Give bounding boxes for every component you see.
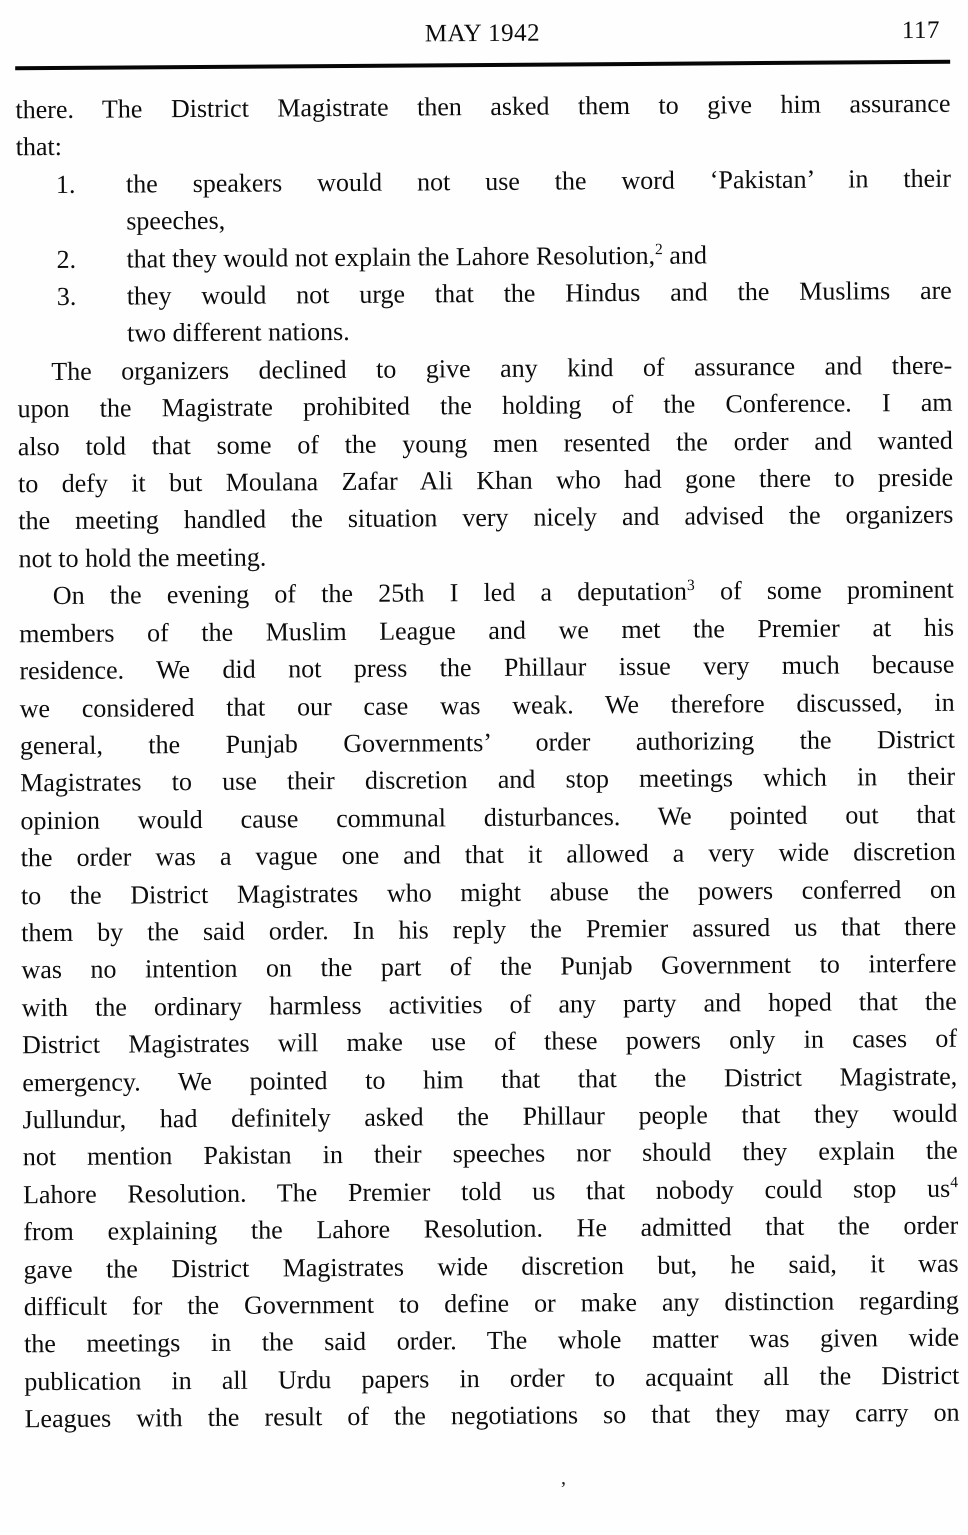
text-line: that: bbox=[15, 132, 63, 162]
list-item-number: 3. bbox=[56, 281, 77, 312]
list-item-text bbox=[127, 272, 953, 353]
numbered-list bbox=[16, 160, 952, 354]
paragraph bbox=[15, 85, 950, 166]
footnote-ref: 4 bbox=[950, 1173, 959, 1191]
list-item bbox=[17, 272, 952, 353]
text-line: the meeting handled the situation very nicely and advised the organizers bbox=[18, 500, 954, 536]
text-line: we considered that our case was weak. We therefore discussed, in bbox=[19, 687, 955, 723]
text-line: the order was a vague one and that it allowed a very wide discretion bbox=[20, 836, 956, 873]
page-body bbox=[15, 85, 959, 1438]
text-line: two different nations. bbox=[126, 317, 350, 348]
list-item bbox=[16, 234, 951, 278]
text-line: members of the Muslim League and we met the Premier at his bbox=[19, 612, 955, 648]
ink-speck: ’ bbox=[560, 1478, 567, 1500]
text-line: residence. We did not press the Phillaur issue very much because bbox=[19, 649, 955, 686]
list-item bbox=[16, 160, 951, 241]
text-line: Lahore Resolution. The Premier told us that nobody could stop $us^4$ bbox=[22, 1173, 959, 1210]
text-line: opinion would cause communal disturbances. We pointed out that bbox=[20, 799, 956, 835]
text-line: to the District Magistrates who might abuse the powers conferred on bbox=[20, 874, 957, 910]
text-line: there. The District Magistrate then asked them to give him assurance bbox=[15, 88, 951, 125]
text-line: them by the said order. In his reply the Premier assured us that there bbox=[21, 911, 957, 948]
text-line: not mention Pakistan in their speeches nor should they explain the bbox=[22, 1136, 958, 1172]
text-line: general, the Punjab Governments’ order authorizing the District bbox=[19, 724, 955, 761]
footnote-ref: 3 bbox=[686, 577, 695, 595]
list-item-text bbox=[126, 234, 951, 277]
text-line: On the evening of the 25th I led a deputation$^3$ of some prominent bbox=[52, 575, 954, 611]
text-line: District Magistrates will make use of these powers only in cases of bbox=[21, 1023, 958, 1060]
text-line: also told that some of the young men resented the order and wanted bbox=[17, 425, 953, 461]
text-line: publication in all Urdu papers in order to acquaint all the District bbox=[24, 1360, 960, 1397]
text-line: upon the Magistrate prohibited the holding of the Conference. I am bbox=[17, 387, 953, 424]
page-header bbox=[15, 17, 950, 54]
text-line: Leagues with the result of the negotiations so that they may carry on bbox=[24, 1397, 960, 1434]
text-line: the meetings in the said order. The whole matter was given wide bbox=[23, 1323, 960, 1359]
text-line: not to hold the meeting. bbox=[18, 542, 267, 574]
list-item-number: 1. bbox=[55, 169, 76, 199]
list-item-number: 2. bbox=[56, 244, 77, 274]
page-number: 117 bbox=[901, 16, 941, 45]
running-header-title: MAY 1942 bbox=[424, 19, 541, 48]
text-line: difficult for the Government to define or make any distinction regarding bbox=[23, 1285, 959, 1322]
text-line: the speakers would not use the word ‘Pakistan’ in their bbox=[125, 163, 952, 199]
text-line: gave the District Magistrates wide discretion but, he said, it was bbox=[23, 1248, 959, 1284]
text-line: Jullundur, had definitely asked the Phillaur people that they would bbox=[22, 1098, 958, 1135]
text-line: from explaining the Lahore Resolution. He admitted that the order bbox=[23, 1210, 959, 1247]
text-line: emergency. We pointed to him that that the District Magistrate, bbox=[22, 1061, 958, 1097]
text-line: with the ordinary harmless activities of any party and hoped that the bbox=[21, 986, 957, 1023]
text-line: was no intention on the part of the Punjab Government to interfere bbox=[21, 949, 957, 985]
text-line: to defy it but Moulana Zafar Ali Khan who had gone there to preside bbox=[17, 462, 954, 499]
text-line: The organizers declined to give any kind of assurance and there- bbox=[51, 350, 953, 386]
text-line: Magistrates to use their discretion and stop meetings which in their bbox=[20, 762, 956, 798]
text-line: that they would not explain the Lahore Resolution,$^2$ and bbox=[126, 240, 708, 274]
footnote-ref: 2 bbox=[654, 240, 663, 258]
paragraph bbox=[17, 347, 954, 578]
paragraph bbox=[19, 571, 960, 1438]
text-line: they would not urge that the Hindus and the Muslims are bbox=[126, 275, 952, 311]
header-rule bbox=[15, 60, 950, 71]
text-line: speeches, bbox=[126, 206, 226, 236]
list-item-text bbox=[126, 160, 952, 241]
